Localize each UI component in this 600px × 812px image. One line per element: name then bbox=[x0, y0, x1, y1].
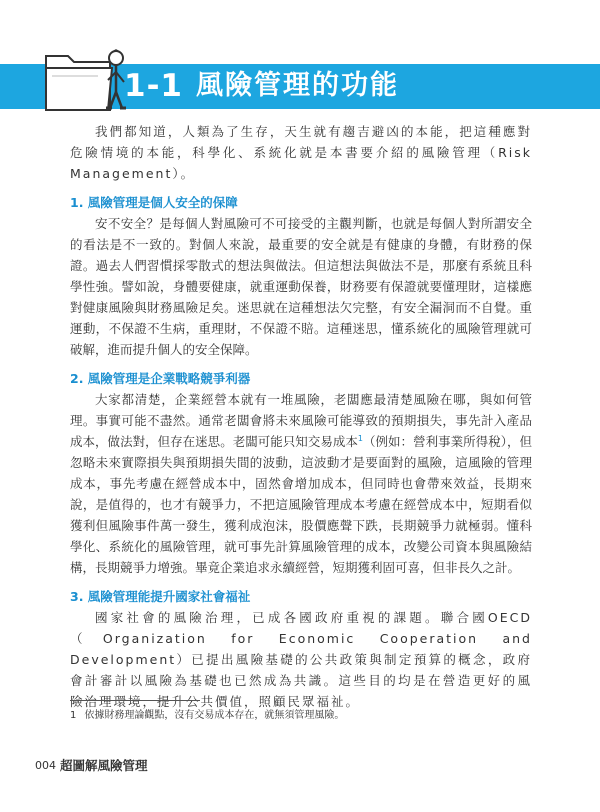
section-2-text bbox=[70, 389, 532, 578]
section-3-heading: 3. 風險管理能提升國家社會福祉 bbox=[70, 589, 251, 604]
footnote-ref[interactable]: 1 bbox=[357, 433, 363, 443]
page-number: 004 bbox=[35, 759, 56, 772]
footnote bbox=[70, 709, 532, 723]
section-1-text: 安不安全？是每個人對風險可不可接受的主觀判斷，也就是每個人對所謂安全的看法是不一致的。對個人來說，最重要的安全就是有健康的身體，有財務的保證。過去人們習慣採零散式的想法與做法。但這想法與做法不是，那麼有系統且科學性強。譬如說，身體要健康，就重運動保養，財務要有保證就要懂理財，這樣應對健康風險與財務風險足矣。迷思就在這種想法欠完整，有安全漏洞而不自覺。重運動，不保證不生病，重理財，不保證不賠。這種迷思，懂系統化的風險管理就可破解，進而提升個人的安全保障。 bbox=[70, 216, 532, 357]
chapter-title: 風險管理的功能 bbox=[196, 70, 399, 101]
footnote-divider bbox=[70, 700, 200, 701]
section-1-heading: 1. 風險管理是個人安全的保障 bbox=[70, 195, 238, 210]
footnote-number: 1 bbox=[70, 710, 77, 721]
section-3-text: 國家社會的風險治理，已成各國政府重視的課題。聯合國OECD（Organization for Economic Cooperation and Development）已提出風險基礎的公共政策與制定預算的概念，政府會計審計以風險為基礎也已然成為共識。這些目的均是在營造更好的風險治理環境，提升公共價值，照顧民眾福祉。 bbox=[70, 610, 532, 709]
chapter-number: 1-1 bbox=[124, 68, 184, 104]
section-2-heading: 2. 風險管理是企業戰略競爭利器 bbox=[70, 371, 251, 386]
section-2-text-after: （例如：營利事業所得稅），但忽略未來實際損失與預期損失間的波動，這波動才是要面對的風險，這風險的管理成本，事先考慮在經營成本中，固然會增加成本，但同時也會帶來效益，長期來說，是值得的，也才有競爭力，不把這風險管理成本考慮在經營成本中，短期看似獲利但風險事件萬一發生，獲利成泡沫，股價應聲下跌，長期競爭力就極弱。懂科學化、系統化的風險管理，就可事先計算風險管理的成本，改變公司資本與風險結構，長期競爭力增強。畢竟企業追求永續經營，短期獲利固可喜，但非長久之計。 bbox=[70, 434, 532, 575]
book-title: 超圖解風險管理 bbox=[60, 758, 148, 773]
footnote-text: 依據財務理論觀點，沒有交易成本存在，就無須管理風險。 bbox=[84, 710, 345, 721]
intro-paragraph: 我們都知道，人類為了生存，天生就有趨吉避凶的本能，把這種應對危險情境的本能，科學化、系統化就是本書要介紹的風險管理（Risk Management）。 bbox=[70, 124, 532, 181]
chapter-content bbox=[70, 121, 532, 712]
folder-mascot-icon bbox=[38, 42, 128, 118]
section-2-text-before: 大家都清楚，企業經營本就有一堆風險，老闆應最清楚風險在哪，與如何管理。事實可能不盡然。通常老闆會將未來風險可能導致的預期損失，事先計入產品成本，做法對，但存在迷思。老闆可能只知交易成本 bbox=[70, 392, 532, 449]
